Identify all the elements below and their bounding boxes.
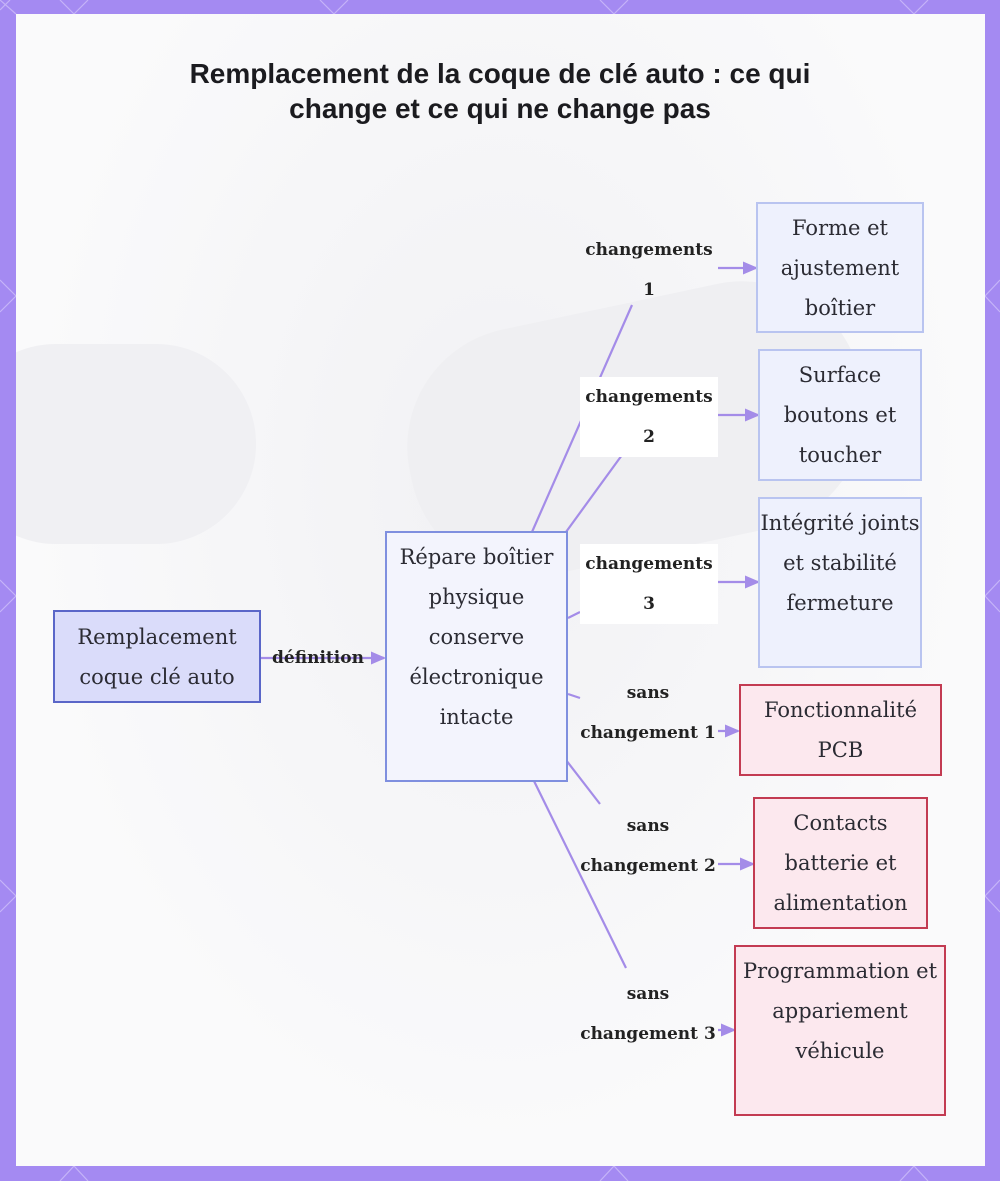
root-node — [53, 610, 261, 703]
change-node-3-label: Intégrité joints et stabilité fermeture — [760, 511, 920, 615]
root-node-label: Remplacement coque clé auto — [77, 624, 237, 689]
change-node-3 — [758, 497, 922, 668]
edge-label-keep2: sans changement 2 — [580, 816, 716, 876]
page-title: Remplacement de la coque de clé auto : ce qui change et ce qui ne change pas — [189, 58, 811, 124]
change-node-1 — [756, 202, 924, 333]
keep-node-3 — [734, 945, 946, 1116]
edge-label-definition: définition — [272, 648, 364, 668]
edge-label-keep1: sans changement 1 — [580, 683, 716, 743]
edge-label-change3: changements 3 — [580, 544, 718, 624]
center-node-label: Répare boîtier physique conserve électronique intacte — [399, 545, 554, 729]
keep-node-1 — [739, 684, 942, 776]
center-node — [385, 531, 568, 782]
edge-label-keep3: sans changement 3 — [580, 984, 716, 1044]
edge-label-change2: changements 2 — [580, 377, 718, 457]
keep-node-2 — [753, 797, 928, 929]
change-node-2-label: Surface boutons et toucher — [783, 363, 897, 467]
keep-node-3-label: Programmation et appariement véhicule — [742, 959, 938, 1063]
keep-node-1-label: Fonctionnalité PCB — [763, 698, 918, 762]
keep-node-2-label: Contacts batterie et alimentation — [773, 811, 908, 915]
edge-label-change1: changements 1 — [585, 240, 713, 300]
change-node-1-label: Forme et ajustement boîtier — [780, 216, 900, 320]
change-node-2 — [758, 349, 922, 481]
